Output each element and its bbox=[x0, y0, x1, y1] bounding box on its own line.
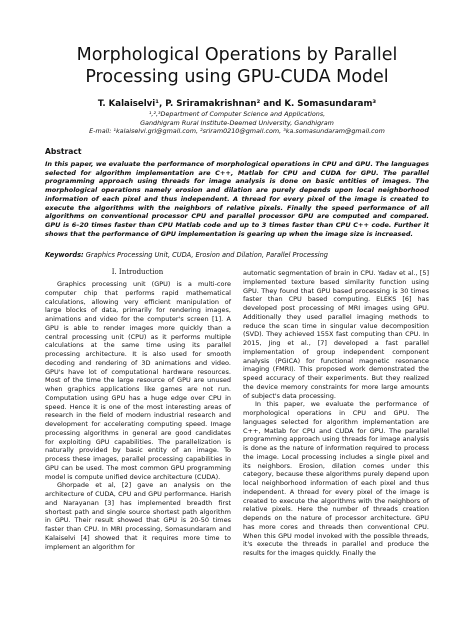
affiliation-department: ¹,²,³Department of Computer Science and Applications, bbox=[148, 110, 326, 118]
left-column bbox=[45, 280, 231, 551]
right-paragraph-2: In this paper, we evaluate the performance of morphological operations in CPU and GPU. The languages selected for algorithm implementation are C++, Matlab for CPU and CUDA for GPU. The parallel programming approach using threads for image analysis is done as the nature of information required to process the image. Local processing includes a single pixel and its neighbors. Erosion, dilation comes under this category, because these algorithms purely depend upon local neighborhood information of each pixel and thus independent. A thread for every pixel of the image is created to execute the algorithms with the neighbors of relative pixels. Here the number of threads creation depends on the nature of processor architecture. GPU has more cores and threads then conventional CPU. When this GPU model invoked with the possible threads, it's execute the threads in parallel and produce the results for the images quickly. Finally the bbox=[243, 400, 429, 557]
left-paragraph-2: Ghorpade et al, [2] gave an analysis on the architecture of CUDA, CPU and GPU performance. Harish and Narayanan [3] has implemented breadth first shortest path and single source shortest path algorithm in GPU. Their result showed that GPU is 20-50 times faster than CPU. In MRI processing, Somasundaram and Kalaiselvi [4] showed that it requires more time to implement an algorithm for bbox=[45, 481, 231, 551]
keywords-label: Keywords: bbox=[45, 251, 84, 259]
title-line-1: Morphological Operations by Parallel bbox=[76, 45, 398, 65]
affiliation-emails: E-mail: ¹kalaiselvi.gri@gmail.com, ²sriram0210@gmail.com, ³ka.somasundaram@gmail.com bbox=[89, 127, 385, 136]
title-line-2: Processing using GPU-CUDA Model bbox=[85, 67, 389, 87]
keywords-text: Graphics Processing Unit, CUDA, Erosion and Dilation, Parallel Processing bbox=[83, 251, 328, 259]
abstract-heading: Abstract bbox=[45, 147, 82, 156]
keywords-line bbox=[45, 251, 429, 260]
paper-title bbox=[30, 44, 444, 88]
affiliation-university: Gandhigram Rural Institute-Deemed University, Gandhigram bbox=[140, 118, 334, 127]
affiliation-block bbox=[20, 110, 454, 136]
abstract-text: In this paper, we evaluate the performance of morphological operations in CPU and GPU. The languages selected for algorithm implementation are C++, Matlab for CPU and CUDA for GPU. The parallel programming approach using threads for image analysis is done on basic entities of images. The morphological operations namely erosion and dilation are purely depends upon local neighborhood information of each pixel and thus independent. A thread for every pixel of the image is created to execute the algorithms with the neighbors of relative pixels. Finally the speed performance of all algorithms on conventional processor CPU and parallel processor GPU are computed and compared. GPU is 6–20 times faster than CPU Matlab code and up to 3 times faster than CPU C++ code. Further it shows that the performance of GPU implementation is gearing up when the image size is increased. bbox=[45, 160, 429, 238]
left-paragraph-1: Graphics processing unit (GPU) is a multi-core computer chip that performs rapid mathematical calculations, allowing very efficient manipulation of large blocks of data, primarily for rendering images, animations and video for the computer's screen [1]. A GPU is able to render images more quickly than a central processing unit (CPU) as it performs multiple calculations at the same time using its parallel processing architecture. It is also used for smooth decoding and rendering of 3D animations and video. GPU's have lot of computational hardware resources. Most of the time the large resource of GPU are unused when graphics applications like games are not run. Computation using GPU has a huge edge over CPU in speed. Hence it is one of the most interesting areas of research in the field of modern industrial research and development for accelerating computing speed. Image processing algorithms in general are good candidates for exploiting GPU capabilities. The parallelization is naturally provided by basic entity of an image. To process these images, parallel processing capabilities in GPU can be used. The most common GPU programming model is compute unified device architecture (CUDA). bbox=[45, 280, 231, 481]
author-list: T. Kalaiselvi¹, P. Sriramakrishnan² and K. Somasundaram³ bbox=[97, 99, 377, 109]
section-heading-introduction: I. Introduction bbox=[111, 268, 164, 276]
right-paragraph-1: automatic segmentation of brain in CPU. Yadav et al., [5] implemented texture based similarity function using GPU. They found that GPU based processing is 30 times faster than CPU based computing. ELEKS [6] has developed post processing of MRI images using GPU. Additionally they used parallel imaging methods to reduce the scan time in singular value decomposition (SVD). They achieved 155X fast computing than CPU. In 2015, Jing et al., [7] developed a fast parallel implementation of group independent component analysis (PGICA) for functional magnetic resonance imaging (FMRI). This proposed work demonstrated the speed accuracy of their experiments. But they realized the device memory constraints for more large amounts of subject's data processing. bbox=[243, 269, 429, 400]
right-column bbox=[243, 269, 429, 558]
